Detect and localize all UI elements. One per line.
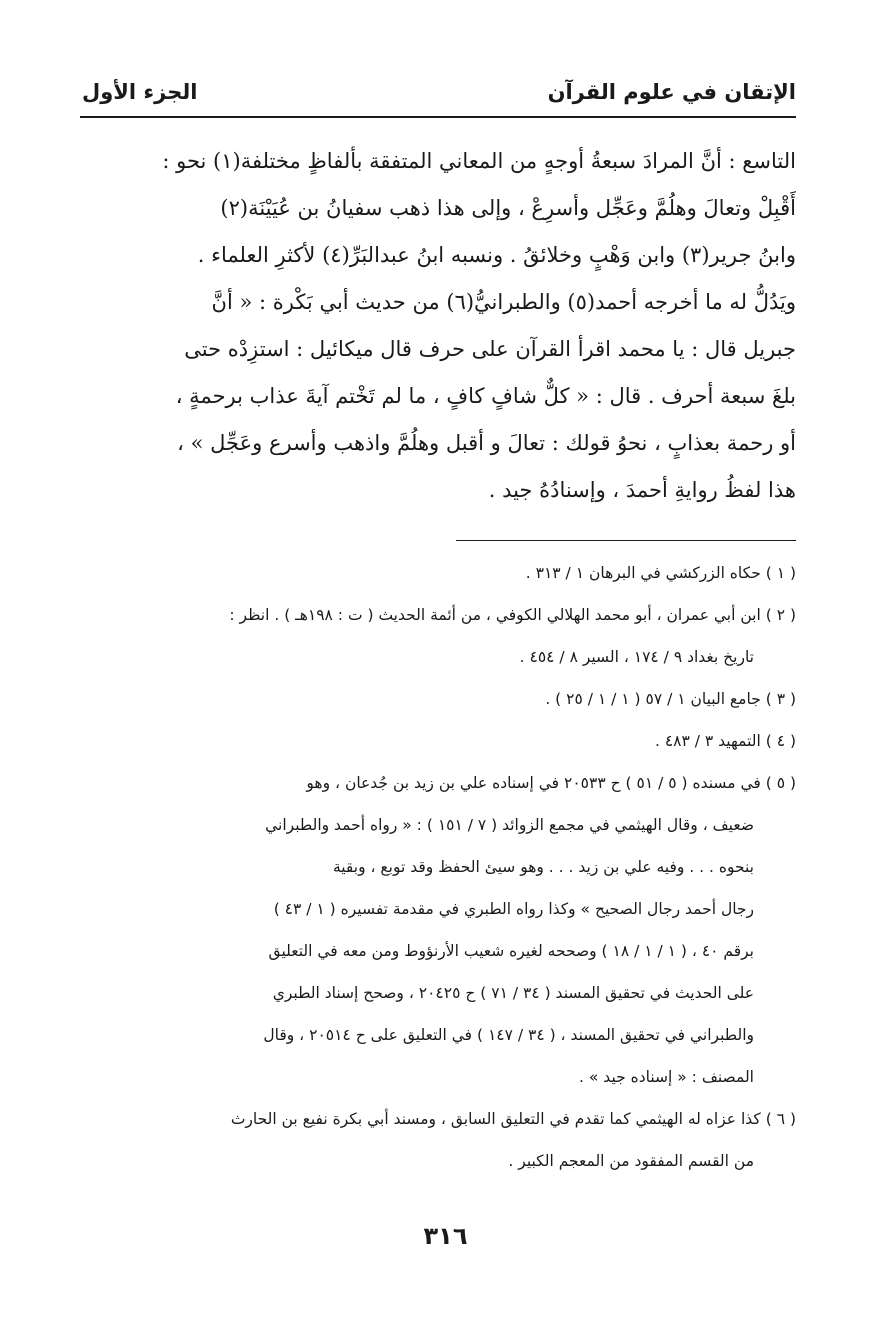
book-title: الإتقان في علوم القرآن bbox=[547, 80, 796, 104]
footnote-line: والطبراني في تحقيق المسند ، ( ٣٤ / ١٤٧ ) في التعليق على ح ٢٠٥١٤ ، وقال bbox=[263, 1026, 754, 1044]
header-rule bbox=[80, 116, 796, 118]
running-header bbox=[82, 72, 796, 112]
text-line: هذا لفظُ روايةِ أحمدَ ، وإسنادُهُ جيد . bbox=[488, 478, 796, 502]
footnote-6 bbox=[80, 1098, 796, 1182]
footnote-1 bbox=[80, 552, 796, 594]
text-line: التاسع : أنَّ المرادَ سبعةُ أوجهٍ من المعاني المتفقة بألفاظٍ مختلفة(١) نحو : bbox=[162, 149, 796, 173]
footnote-line: من القسم المفقود من المعجم الكبير . bbox=[508, 1152, 754, 1170]
footnote-separator bbox=[456, 540, 796, 541]
text-line: بلغَ سبعة أحرف . قال : « كلٌّ شافٍ كافٍ ، ما لم تَخْتم آيةَ عذاب برحمةٍ ، bbox=[175, 384, 796, 408]
text-line: أو رحمة بعذابٍ ، نحوُ قولك : تعالَ و أقبل وهلُمَّ واذهب وأسرع وعَجِّل » ، bbox=[177, 431, 796, 455]
footnote-line: بنحوه . . . وفيه علي بن زيد . . . وهو سيئ الحفظ وقد توبع ، وبقية bbox=[332, 858, 754, 876]
footnote-5 bbox=[80, 762, 796, 1098]
text-line: أَقْبِلْ وتعالَ وهلُمَّ وعَجِّل وأسرِعْ ، وإلى هذا ذهب سفيانُ بن عُيَيْنَة(٢) bbox=[220, 196, 796, 220]
footnote-line: ( ٣ ) جامع البيان ١ / ٥٧ ( ١ / ١ / ٢٥ ) . bbox=[545, 690, 796, 708]
text-line: جبريل قال : يا محمد اقرأ القرآن على حرف قال ميكائيل : استزِدْه حتى bbox=[184, 337, 796, 361]
main-text bbox=[80, 138, 796, 514]
footnote-line: ( ٤ ) التمهيد ٣ / ٤٨٣ . bbox=[654, 732, 796, 750]
footnote-line: ضعيف ، وقال الهيثمي في مجمع الزوائد ( ٧ / ١٥١ ) : « رواه أحمد والطبراني bbox=[265, 816, 754, 834]
text-line: وابنُ جرير(٣) وابن وَهْبٍ وخلائقُ . ونسبه ابنُ عبدالبَرِّ(٤) لأكثرِ العلماء . bbox=[197, 243, 796, 267]
footnote-2 bbox=[80, 594, 796, 678]
footnote-line: على الحديث في تحقيق المسند ( ٣٤ / ٧١ ) ح ٢٠٤٢٥ ، وصحح إسناد الطبري bbox=[272, 984, 754, 1002]
volume-label: الجزء الأول bbox=[82, 80, 198, 104]
footnote-4 bbox=[80, 720, 796, 762]
footnote-line: ( ٢ ) ابن أبي عمران ، أبو محمد الهلالي الكوفي ، من أئمة الحديث ( ت : ١٩٨هـ ) . انظر : bbox=[229, 606, 796, 624]
footnote-line: المصنف : « إسناده جيد » . bbox=[579, 1068, 754, 1086]
footnotes bbox=[80, 552, 796, 1182]
footnote-3 bbox=[80, 678, 796, 720]
footnote-line: برقم ٤٠ ، ( ١ / ١ / ١٨ ) وصححه لغيره شعيب الأرنؤوط ومن معه في التعليق bbox=[268, 942, 754, 960]
page-number: ٣١٦ bbox=[423, 1222, 468, 1250]
footnote-line: رجال أحمد رجال الصحيح » وكذا رواه الطبري في مقدمة تفسيره ( ١ / ٤٣ ) bbox=[273, 900, 754, 918]
footnote-line: ( ١ ) حكاه الزركشي في البرهان ١ / ٣١٣ . bbox=[525, 564, 796, 582]
footnote-line: ( ٥ ) في مسنده ( ٥ / ٥١ ) ح ٢٠٥٣٣ في إسناده علي بن زيد بن جُدعان ، وهو bbox=[306, 774, 796, 792]
footnote-line: تاريخ بغداد ٩ / ١٧٤ ، السير ٨ / ٤٥٤ . bbox=[519, 648, 754, 666]
footnote-line: ( ٦ ) كذا عزاه له الهيثمي كما تقدم في التعليق السابق ، ومسند أبي بكرة نفيع بن الحارث bbox=[230, 1110, 796, 1128]
text-line: ويَدُلُّ له ما أخرجه أحمد(٥) والطبرانيُّ(٦) من حديث أبي بَكْرة : « أنَّ bbox=[211, 290, 796, 314]
